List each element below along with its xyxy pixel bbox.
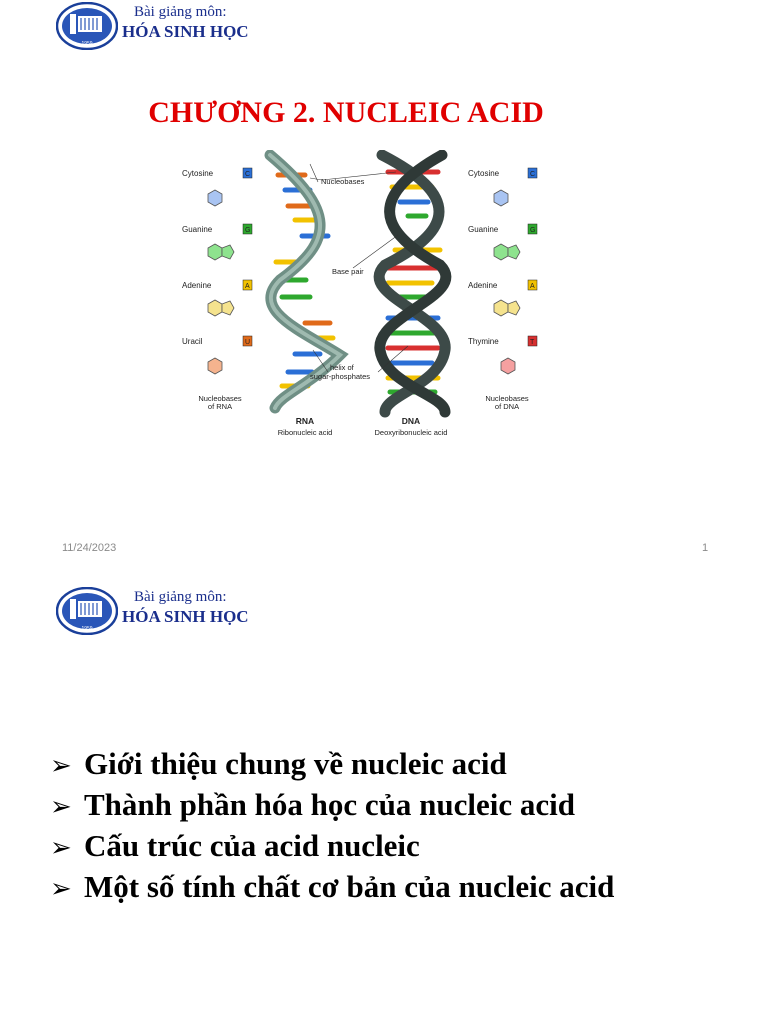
dna-helix xyxy=(379,155,446,412)
university-logo-icon xyxy=(56,587,118,635)
dna-caption-1: Nucleobases xyxy=(485,394,529,403)
rna-base-name-1: Guanine xyxy=(182,225,213,234)
rna-base-code-2: A xyxy=(245,283,250,290)
rna-base-name-2: Adenine xyxy=(182,281,212,290)
arrow-bullet-icon: ➢ xyxy=(50,833,72,863)
rna-caption-1: Nucleobases xyxy=(198,394,242,403)
course-name: HÓA SINH HỌC xyxy=(122,22,249,41)
list-item-text: Giới thiệu chung về nucleic acid xyxy=(84,746,507,781)
list-item xyxy=(50,825,614,866)
logo-year: 1959 xyxy=(81,41,93,47)
chapter-title: CHƯƠNG 2. NUCLEIC ACID xyxy=(148,96,544,129)
slide-2 xyxy=(0,565,768,1024)
dna-base-code-1: G xyxy=(530,227,536,234)
course-name: HÓA SINH HỌC xyxy=(122,607,249,626)
label-nucleobases: Nucleobases xyxy=(321,177,365,186)
dna-base-code-0: C xyxy=(530,171,536,178)
course-prefix: Bài giảng môn: xyxy=(134,4,227,20)
logo-year: 1959 xyxy=(81,626,93,632)
dna-base-name-2: Adenine xyxy=(468,281,498,290)
rna-subtitle: Ribonucleic acid xyxy=(277,428,333,437)
nucleic-acid-diagram xyxy=(170,150,550,445)
list-item-text: Cấu trúc của acid nucleic xyxy=(84,828,420,863)
dna-base-name-3: Thymine xyxy=(468,337,499,346)
dna-subtitle: Deoxyribonucleic acid xyxy=(374,428,448,437)
list-item xyxy=(50,743,614,784)
list-item xyxy=(50,784,614,825)
label-helix-1: helix of xyxy=(330,363,354,372)
dna-base-code-2: A xyxy=(530,283,535,290)
rna-base-name-3: Uracil xyxy=(182,337,203,346)
rna-base-name-0: Cytosine xyxy=(182,169,214,178)
topic-list xyxy=(50,743,614,907)
dna-caption-2: of DNA xyxy=(494,402,520,411)
university-logo-icon xyxy=(56,2,118,50)
list-item-text: Thành phần hóa học của nucleic acid xyxy=(84,787,575,822)
rna-title: RNA xyxy=(295,416,315,426)
dna-base-name-0: Cytosine xyxy=(468,169,500,178)
rna-caption-2: of RNA xyxy=(207,402,233,411)
dna-title: DNA xyxy=(401,416,421,426)
arrow-bullet-icon: ➢ xyxy=(50,874,72,904)
dna-base-code-3: T xyxy=(530,339,535,346)
dna-base-name-1: Guanine xyxy=(468,225,499,234)
list-item-text: Một số tính chất cơ bản của nucleic acid xyxy=(84,869,615,904)
rna-base-code-1: G xyxy=(245,227,251,234)
list-item xyxy=(50,866,614,907)
arrow-bullet-icon: ➢ xyxy=(50,792,72,822)
arrow-bullet-icon: ➢ xyxy=(50,751,72,781)
label-base-pair: Base pair xyxy=(332,267,364,276)
footer-page-number: 1 xyxy=(702,542,709,554)
footer-date: 11/24/2023 xyxy=(62,542,117,554)
rna-base-code-3: U xyxy=(245,339,251,346)
label-helix-2: sugar-phosphates xyxy=(310,372,371,381)
course-prefix: Bài giảng môn: xyxy=(134,589,227,605)
rna-base-code-0: C xyxy=(245,171,251,178)
